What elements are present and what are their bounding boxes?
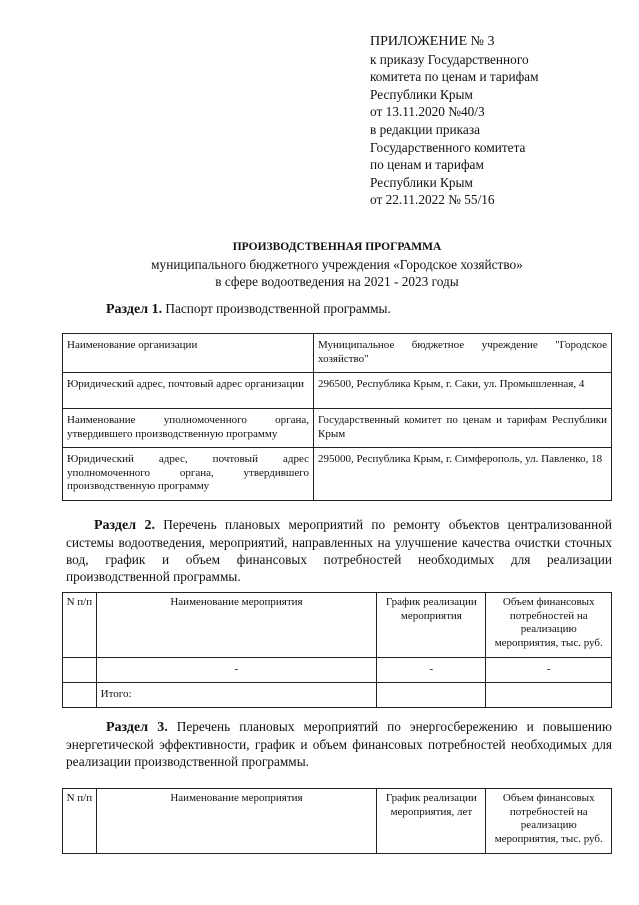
program-subtitle-line: муниципального бюджетного учреждения «Городское хозяйство» (151, 257, 523, 272)
passport-table (62, 333, 612, 501)
table-total-row (63, 683, 612, 708)
table-row (63, 448, 612, 501)
col-header-number: N п/п (63, 593, 97, 658)
section-2-text: Перечень плановых мероприятий по ремонту объектов централизованной системы водоотведения, мероприятий, направленных на улучшение качества очистки сточных вод, график и объем финансовых потребностей необходимых для реализации производственной программы. (66, 517, 612, 584)
cell-name: - (96, 658, 377, 683)
col-header-schedule: График реализации мероприятия, лет (377, 789, 486, 854)
table-row (63, 334, 612, 373)
passport-field-name: Юридический адрес, почтовый адрес организации (63, 373, 314, 409)
col-header-name: Наименование мероприятия (96, 789, 377, 854)
section-2-title (66, 516, 612, 585)
col-header-schedule: График реализации мероприятия (377, 593, 486, 658)
total-label: Итого: (96, 683, 377, 708)
program-title: ПРОИЗВОДСТВЕННАЯ ПРОГРАММА (232, 241, 442, 253)
cell-schedule (377, 683, 486, 708)
col-header-volume: Объем финансовых потребностей на реализацию мероприятия, тыс. руб. (486, 789, 612, 854)
table-row (63, 658, 612, 683)
energy-measures-table (62, 788, 612, 854)
repair-measures-table (62, 592, 612, 708)
appendix-line: от 13.11.2020 №40/3 (370, 104, 485, 120)
passport-field-name: Наименование уполномоченного органа, утвердившего производственную программу (63, 409, 314, 448)
passport-field-value: Государственный комитет по ценам и тарифам Республики Крым (314, 409, 612, 448)
appendix-line: к приказу Государственного (370, 51, 529, 67)
passport-field-name: Наименование организации (63, 334, 314, 373)
appendix-line: ПРИЛОЖЕНИЕ № 3 (370, 34, 495, 49)
appendix-line: Государственного комитета (370, 139, 526, 155)
section-1-text: Паспорт производственной программы. (162, 301, 391, 316)
col-header-name: Наименование мероприятия (96, 593, 377, 658)
cell-number (63, 658, 97, 683)
section-1-title (106, 300, 606, 318)
section-3-title (66, 718, 612, 770)
table-header-row (63, 593, 612, 658)
program-subtitle-line: в сфере водоотведения на 2021 - 2023 годы (215, 274, 459, 289)
table-row (63, 373, 612, 409)
col-header-volume: Объем финансовых потребностей на реализацию мероприятия, тыс. руб. (486, 593, 612, 658)
section-2-label: Раздел 2. (94, 518, 155, 533)
program-header (62, 239, 612, 290)
appendix-line: по ценам и тарифам (370, 157, 484, 173)
passport-field-name: Юридический адрес, почтовый адрес уполномоченного органа, утвердившего производственную программу (63, 448, 314, 501)
passport-field-value: 295000, Республика Крым, г. Симферополь, ул. Павленко, 18 (314, 448, 612, 501)
table-header-row (63, 789, 612, 854)
appendix-line: Республики Крым (370, 86, 473, 102)
appendix-line: комитета по ценам и тарифам (370, 69, 539, 85)
appendix-line: Республики Крым (370, 174, 473, 190)
passport-field-value: Муниципальное бюджетное учреждение "Городское хозяйство" (314, 334, 612, 373)
cell-schedule: - (377, 658, 486, 683)
appendix-block (370, 33, 630, 209)
section-3-label: Раздел 3. (106, 720, 168, 735)
appendix-line: в редакции приказа (370, 121, 480, 137)
section-3-text: Перечень плановых мероприятий по энергосбережению и повышению энергетической эффективности, график и объем финансовых потребностей необходимых для реализации производственной программы. (66, 719, 612, 769)
table-row (63, 409, 612, 448)
col-header-number: N п/п (63, 789, 97, 854)
cell-volume: - (486, 658, 612, 683)
cell-volume (486, 683, 612, 708)
passport-field-value: 296500, Республика Крым, г. Саки, ул. Промышленная, 4 (314, 373, 612, 409)
section-1-label: Раздел 1. (106, 302, 163, 317)
cell-number (63, 683, 97, 708)
appendix-line: от 22.11.2022 № 55/16 (370, 192, 495, 208)
